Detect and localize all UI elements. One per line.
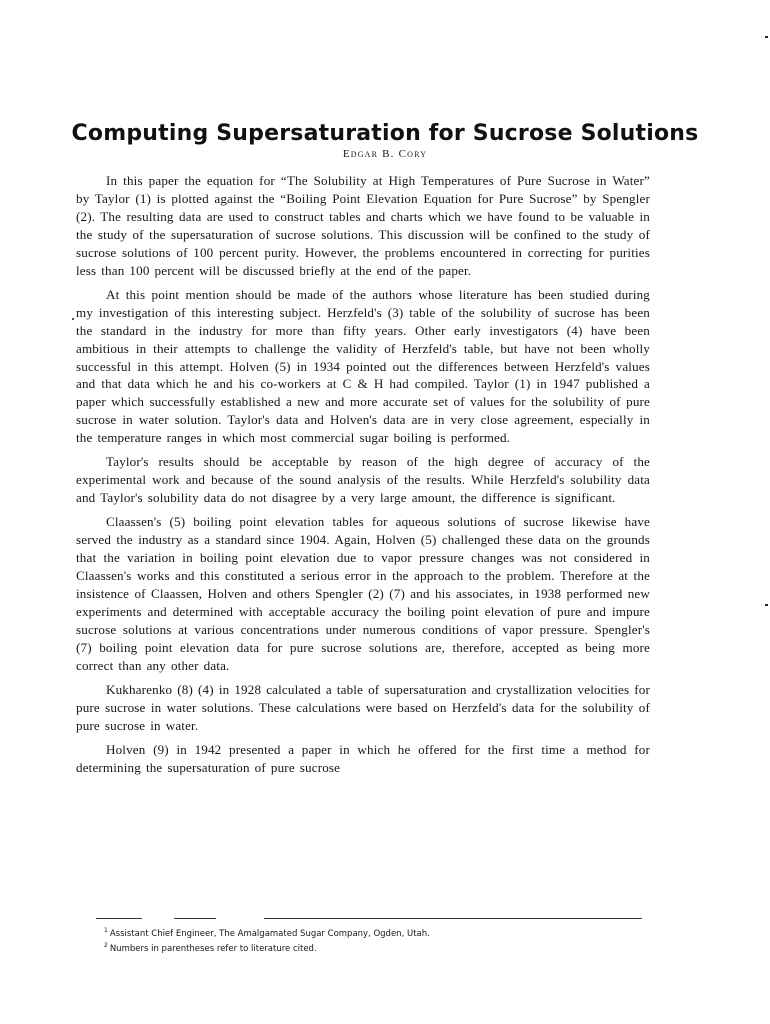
body-text [76,172,650,783]
scan-speck [72,318,74,320]
footnote-marker: 2 [104,941,108,949]
footnote-text: Assistant Chief Engineer, The Amalgamated Sugar Company, Ogden, Utah. [109,928,430,939]
paragraph: Holven (9) in 1942 presented a paper in which he offered for the first time a method for determining the supersaturation of pure sucrose [76,741,650,775]
footnote-rule-segment [264,918,642,919]
footnote-text: Numbers in parentheses refer to literature cited. [109,943,317,954]
scan-margin-mark [765,604,768,606]
footnote-rule-segment [174,918,216,919]
footnote-rule-segment [96,918,142,919]
footnote [104,940,624,955]
footnotes [104,925,624,955]
author-name: Edgar B. Cory [342,148,428,160]
scan-margin-mark [765,36,768,38]
footnote-marker: 1 [104,927,108,934]
paper-title: Computing Supersaturation for Sucrose Solutions [71,120,699,146]
paragraph: Taylor's results should be acceptable by reason of the high degree of accuracy of the experimental work and because of the sound analysis of the results. While Herzfeld's solubility data and Taylor's solubility data do not disagree by a very large amount, the difference is significant. [76,454,650,506]
paragraph: Kukharenko (8) (4) in 1928 calculated a table of supersaturation and crystallization velocities for pure sucrose in water solutions. These calculations were based on Herzfeld's data for the solubility of pure sucrose in water. [76,681,650,733]
paragraph: In this paper the equation for “The Solubility at High Temperatures of Pure Sucrose in Water” by Taylor (1) is plotted against the “Boiling Point Elevation Equation for Pure Sucrose” by Spengler (2). The resulting data are used to construct tables and charts which we have found to be valuable in the study of the supersaturation of sucrose solutions. This discussion will be confined to the study of sucrose solutions of 100 percent purity. However, the problems encountered in correcting for purities less than 100 percent will be discussed briefly at the end of the paper. [76,173,650,278]
paragraph: Claassen's (5) boiling point elevation tables for aqueous solutions of sucrose likewise have served the industry as a standard since 1904. Again, Holven (5) challenged these data on the grounds that the variation in boiling point elevation due to vapor pressure changes was not considered in Claassen's works and this constituted a serious error in the approach to the problem. Therefore at the insistence of Claassen, Holven and others Spengler (2) (7) and his associates, in 1938 performed new experiments and determined with acceptable accuracy the boiling point elevation of pure and impure sucrose solutions at various concentrations under numerous conditions of vapor pressure. Spengler's (7) boiling point elevation data for pure sucrose solutions are, therefore, accepted as being more correct than any other data. [76,514,650,673]
paragraph: At this point mention should be made of the authors whose literature has been studied during my investigation of this interesting subject. Herzfeld's (3) table of the solubility of sucrose has been the standard in the industry for more than fifty years. Other early investigators (4) have been ambitious in their attempts to challenge the validity of Herzfeld's table, but have not been wholly successful in this attempt. Holven (5) in 1934 pointed out the differences between Herzfeld's values and that data which he and his co-workers at C & H had compiled. Taylor (1) in 1947 published a paper which successfully established a new and more accurate set of values for the solubility of pure sucrose in water solution. Taylor's data and Holven's data are in very close agreement, especially in the temperature ranges in which most commercial sugar boiling is performed. [76,286,650,446]
footnote [104,925,624,940]
